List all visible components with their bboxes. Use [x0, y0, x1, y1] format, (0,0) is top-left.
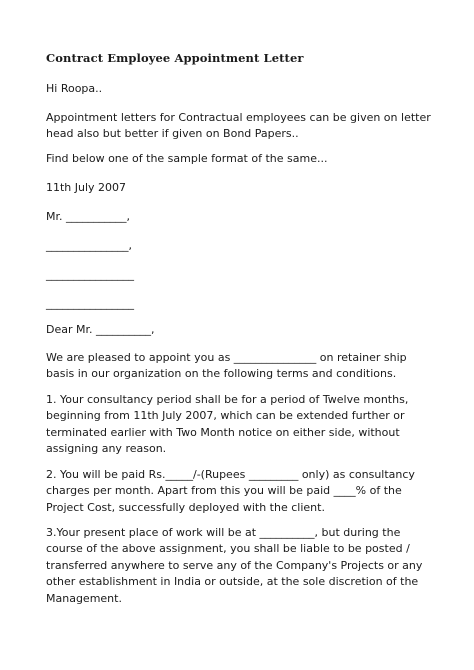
greeting: Hi Roopa.. — [46, 82, 103, 95]
clause-line: charges per month. Apart from this you will be paid ____% of the — [46, 484, 402, 498]
address-line-1: Mr. ___________, — [46, 210, 130, 223]
clause-line: beginning from 11th July 2007, which can be extended further or — [46, 409, 405, 423]
letter-date: 11th July 2007 — [46, 181, 127, 194]
clause-3 — [46, 525, 422, 607]
clause-line: Project Cost, successfully deployed with the client. — [46, 500, 325, 514]
clause-line: 2. You will be paid Rs._____/-(Rupees _________ only) as consultancy — [46, 468, 415, 481]
clause-line: assigning any reason. — [46, 442, 167, 456]
salutation: Dear Mr. __________, — [46, 323, 155, 336]
opening-line: basis in our organization on the following terms and conditions. — [46, 367, 397, 381]
document-title: Contract Employee Appointment Letter — [46, 51, 304, 65]
clause-line: Management. — [46, 591, 122, 605]
clause-line: terminated earlier with Two Month notice on either side, without — [46, 425, 400, 439]
intro-paragraph — [46, 110, 431, 143]
clause-1 — [46, 392, 408, 458]
clause-line: 1. Your consultancy period shall be for a period of Twelve months, — [46, 393, 409, 406]
clause-2 — [46, 467, 415, 516]
intro-line: head also but better if given on Bond Papers.. — [46, 127, 299, 141]
intro-line: Appointment letters for Contractual employees can be given on letter — [46, 111, 431, 124]
opening-line: We are pleased to appoint you as _______________ on retainer ship — [46, 351, 407, 364]
clause-line: other establishment in India or outside, at the sole discretion of the — [46, 575, 419, 589]
clause-line: transferred anywhere to serve any of the Company's Projects or any — [46, 558, 423, 572]
address-line-2: _______________, — [46, 239, 132, 252]
opening-paragraph — [46, 350, 407, 383]
clause-line: 3.Your present place of work will be at __________, but during the — [46, 526, 401, 539]
address-line-3: ________________ — [46, 268, 134, 281]
clause-line: course of the above assignment, you shall be liable to be posted / — [46, 542, 410, 556]
address-line-4: ________________ — [46, 297, 134, 310]
find-below-text: Find below one of the sample format of the same... — [46, 152, 328, 165]
